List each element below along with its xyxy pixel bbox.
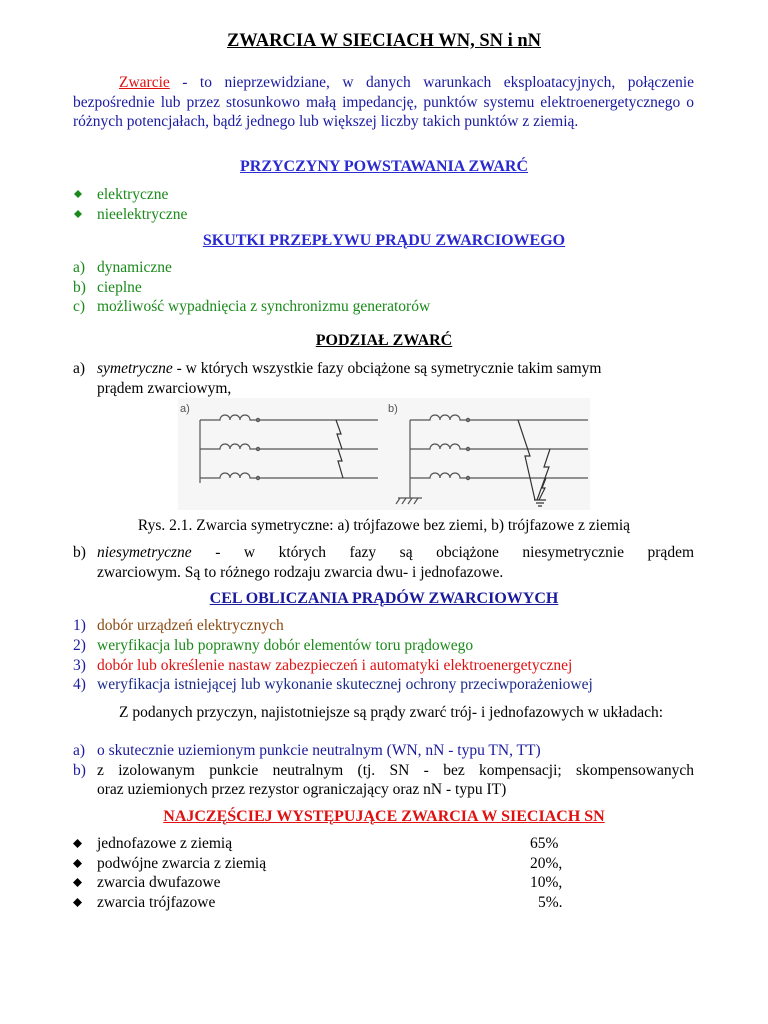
purpose-item: weryfikacja istniejącej lub wykonanie skutecznej ochrony przeciwporażeniowej — [97, 676, 593, 693]
division-b-marker: b) — [73, 544, 86, 561]
effect-marker: b) — [73, 279, 86, 296]
purpose-marker: 1) — [73, 617, 86, 634]
bullet-diamond-icon — [73, 898, 83, 908]
division-b-text: - w których fazy są obciążone niesymetrycznie prądem — [191, 544, 694, 561]
definition-text: - to nieprzewidziane, w danych warunkach eksploatacyjnych, połączenie bezpośrednie lub przez stosunkowo małą impedancję, punktów systemu elektroenergetycznego o różnych potencjałach, bądź jednego lub większej liczby takich punktów z ziemią. — [73, 74, 694, 131]
fault-type-label: zwarcia trójfazowe — [97, 894, 216, 911]
purpose-heading: CEL OBLICZANIA PRĄDÓW ZWARCIOWYCH — [209, 590, 559, 607]
fault-type-value: 20%, — [530, 855, 563, 872]
summary-b-line1: z izolowanym punkcie neutralnym (tj. SN - bez kompensacji; skompensowanych — [97, 762, 694, 779]
purpose-item: dobór lub określenie nastaw zabezpieczeń i automatyki elektroenergetycznej — [97, 657, 573, 674]
summary-intro: Z podanych przyczyn, najistotniejsze są prądy zwarć trój- i jednofazowych w układach: — [119, 704, 664, 721]
bullet-diamond-icon — [74, 210, 84, 220]
summary-b-line2: oraz uziemionych przez rezystor ograniczający oraz nN - typu IT) — [97, 781, 507, 798]
purpose-item: weryfikacja lub poprawny dobór elementów toru prądowego — [97, 637, 474, 654]
division-a-term: symetryczne — [97, 360, 173, 377]
definition-term: Zwarcie — [119, 74, 170, 91]
cause-item: nieelektryczne — [97, 206, 188, 223]
fault-type-label: podwójne zwarcia z ziemią — [97, 855, 267, 872]
bullet-diamond-icon — [73, 859, 83, 869]
effects-heading: SKUTKI PRZEPŁYWU PRĄDU ZWARCIOWEGO — [202, 232, 566, 249]
definition-paragraph — [73, 73, 694, 132]
figure-caption: Rys. 2.1. Zwarcia symetryczne: a) trójfazowe bez ziemi, b) trójfazowe z ziemią — [137, 517, 631, 534]
purpose-marker: 3) — [73, 657, 86, 674]
three-phase-fault-diagram — [178, 398, 590, 510]
division-b-term: niesymetryczne — [97, 544, 192, 561]
division-a-line2: prądem zwarciowym, — [97, 380, 232, 397]
effect-item: możliwość wypadnięcia z synchronizmu generatorów — [97, 298, 431, 315]
division-a-marker: a) — [73, 360, 86, 377]
figure-label-a: a) — [180, 403, 190, 415]
cause-item: elektryczne — [97, 186, 169, 203]
division-a-line1 — [97, 360, 694, 378]
fault-type-value: 5%. — [538, 894, 563, 911]
summary-a-text: o skutecznie uziemionym punkcie neutralnym (WN, nN - typu TN, TT) — [97, 742, 541, 759]
causes-heading: PRZYCZYNY POWSTAWANIA ZWARĆ — [239, 158, 529, 175]
division-b-line2: zwarciowym. Są to różnego rodzaju zwarcia dwu- i jednofazowe. — [97, 564, 504, 581]
bullet-diamond-icon — [73, 878, 83, 888]
effect-marker: a) — [73, 259, 86, 276]
bullet-diamond-icon — [74, 190, 84, 200]
summary-b-marker: b) — [73, 762, 86, 779]
bullet-diamond-icon — [73, 839, 83, 849]
summary-a-marker: a) — [73, 742, 86, 759]
frequent-heading: NAJCZĘŚCIEJ WYSTĘPUJĄCE ZWARCIA W SIECIACH SN — [163, 808, 605, 825]
purpose-item: dobór urządzeń elektrycznych — [97, 617, 284, 634]
effect-marker: c) — [73, 298, 86, 315]
fault-type-value: 10%, — [530, 874, 563, 891]
page-title: ZWARCIA W SIECIACH WN, SN i nN — [226, 31, 542, 51]
effect-item: dynamiczne — [97, 259, 172, 276]
division-heading: PODZIAŁ ZWARĆ — [315, 332, 453, 349]
figure-label-b: b) — [388, 403, 398, 415]
fault-type-value: 65% — [530, 835, 559, 852]
purpose-marker: 4) — [73, 676, 86, 693]
short-circuit-figure — [178, 398, 590, 510]
fault-type-label: jednofazowe z ziemią — [97, 835, 233, 852]
division-a-text: - w których wszystkie fazy obciążone są symetrycznie takim samym — [172, 360, 602, 377]
division-b-line1 — [97, 544, 694, 562]
effect-item: cieplne — [97, 279, 142, 296]
purpose-marker: 2) — [73, 637, 86, 654]
fault-type-label: zwarcia dwufazowe — [97, 874, 221, 891]
